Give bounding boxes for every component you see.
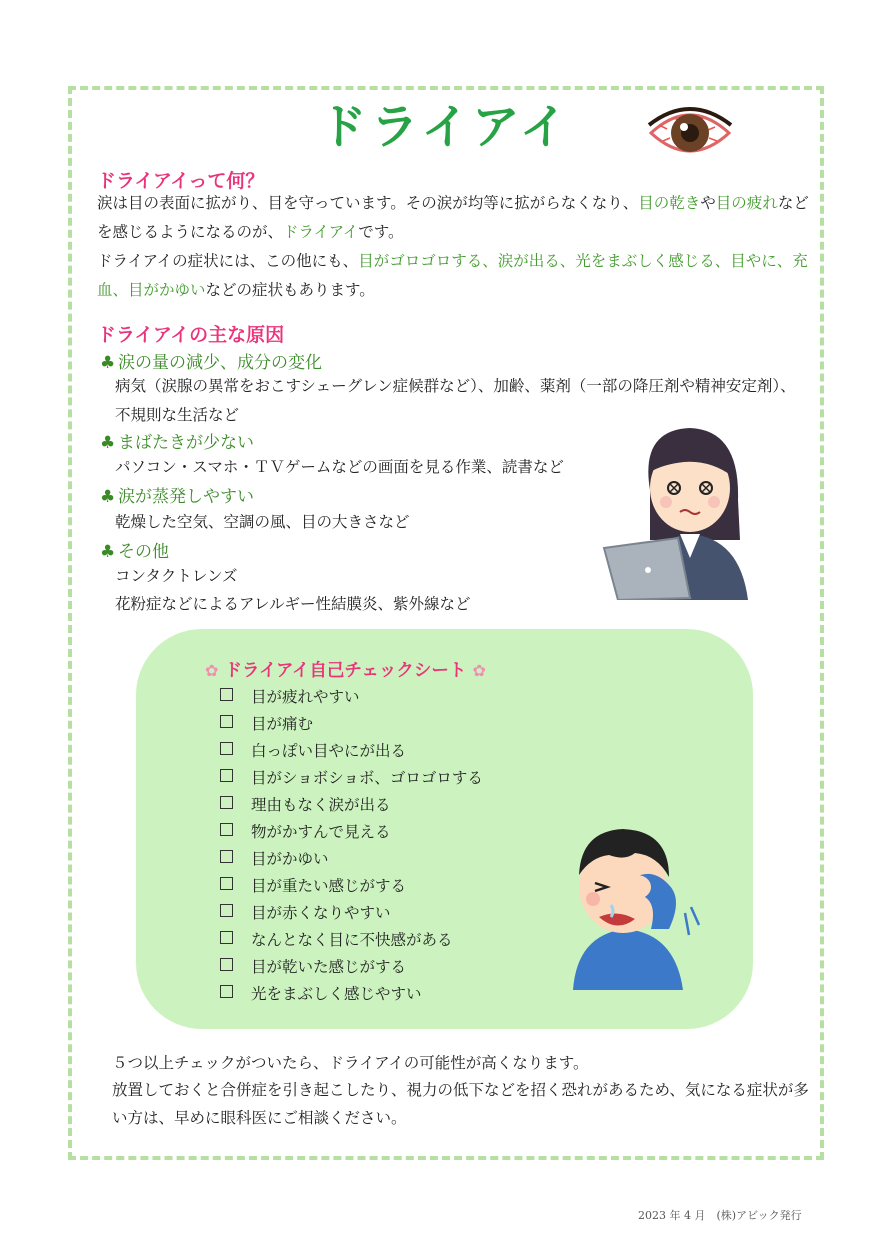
check-item[interactable]: [220, 766, 483, 788]
footer-line-2: 放置しておくと合併症を引き起こしたり、視力の低下などを招く恐れがあるため、気になる症状が多い方は、早めに眼科医にご相談ください。: [112, 1081, 809, 1127]
checkbox[interactable]: [220, 769, 233, 782]
cause-detail: コンタクトレンズ: [115, 567, 238, 585]
intro-paragraph: [97, 189, 812, 305]
cause-title: [100, 537, 169, 562]
check-label: 光をまぶしく感じやすい: [251, 985, 422, 1003]
page-title: ドライアイ: [318, 99, 572, 155]
check-item[interactable]: [220, 793, 391, 815]
cause-title-text: その他: [118, 542, 169, 562]
clover-icon: ♣: [100, 353, 116, 373]
cause-detail: 花粉症などによるアレルギー性結膜炎、紫外線など: [115, 595, 471, 613]
red-eye-icon: [645, 103, 735, 163]
check-item[interactable]: [220, 712, 313, 734]
text-span: や: [700, 194, 716, 212]
check-label: 目が乾いた感じがする: [251, 958, 407, 976]
checkbox[interactable]: [220, 823, 233, 836]
cause-title-text: まばたきが少ない: [118, 433, 254, 453]
check-label: 目がショボショボ、ゴロゴロする: [251, 769, 483, 787]
cause-title-text: 涙の量の減少、成分の変化: [118, 353, 322, 373]
check-item[interactable]: [220, 955, 406, 977]
checkbox[interactable]: [220, 688, 233, 701]
boy-rubbing-eye-illustration: [565, 825, 705, 990]
check-label: 白っぽい目やにが出る: [251, 742, 407, 760]
checkbox[interactable]: [220, 985, 233, 998]
cause-title: [100, 482, 254, 507]
check-item[interactable]: [220, 820, 391, 842]
clover-icon: ♣: [100, 542, 116, 562]
highlight-text: 目の疲: [715, 194, 763, 212]
checkbox[interactable]: [220, 958, 233, 971]
clover-icon: ♣: [100, 487, 116, 507]
check-label: 目が重たい感じがする: [251, 877, 407, 895]
check-label: 理由もなく涙が出る: [251, 796, 391, 814]
check-label: 目が疲れやすい: [251, 688, 360, 706]
highlight-text: 目がゴロゴロする、涙が出る、光をまぶしく感じる、目やに、充血、目がかゆい: [97, 252, 808, 299]
checkbox[interactable]: [220, 796, 233, 809]
flower-icon: ✿: [205, 661, 219, 680]
checkbox[interactable]: [220, 904, 233, 917]
cause-title: [100, 428, 254, 453]
checkbox[interactable]: [220, 850, 233, 863]
highlight-text: ドライアイ: [283, 223, 359, 241]
checksheet-title-text: ドライアイ自己チェックシート: [224, 661, 467, 681]
woman-computer-illustration: [600, 420, 760, 600]
section-heading-what: ドライアイって何？: [97, 170, 265, 192]
check-item[interactable]: [220, 685, 360, 707]
footer-line-1: ５つ以上チェックがついたら、ドライアイの可能性が高くなります。: [112, 1054, 589, 1072]
cause-title: [100, 348, 322, 373]
checkbox[interactable]: [220, 931, 233, 944]
check-label: なんとなく目に不快感がある: [251, 931, 453, 949]
check-label: 目がかゆい: [251, 850, 329, 868]
highlight-text: れ: [762, 194, 778, 212]
text-span: です。: [358, 223, 404, 241]
check-label: 目が痛む: [251, 715, 314, 733]
cause-detail: 病気（涙腺の異常をおこすシェーグレン症候群など）、加齢、薬剤（一部の降圧剤や精神安定剤）、不規則な生活など: [115, 377, 796, 424]
check-item[interactable]: [220, 739, 406, 761]
text-span: ドライアイの症状には、この他にも、: [97, 252, 359, 270]
text-span: などの症状もあります。: [205, 281, 375, 299]
check-label: 目が赤くなりやすい: [251, 904, 391, 922]
publisher-info: 2023 年 4 月 (株)アビック発行: [638, 1209, 802, 1222]
highlight-text: 目の乾き: [638, 194, 701, 212]
checkbox[interactable]: [220, 715, 233, 728]
check-item[interactable]: [220, 928, 453, 950]
check-label: 物がかすんで見える: [251, 823, 391, 841]
cause-title-text: 涙が蒸発しやすい: [118, 487, 254, 507]
section-heading-causes: ドライアイの主な原因: [97, 324, 285, 346]
checkbox[interactable]: [220, 742, 233, 755]
clover-icon: ♣: [100, 433, 116, 453]
check-item[interactable]: [220, 901, 391, 923]
text-span: 涙は目の表面に拡がり、目を守っています。その涙が均等に拡がらなくなり、: [97, 194, 639, 212]
check-item[interactable]: [220, 874, 406, 896]
checksheet-title: [205, 657, 486, 682]
check-item[interactable]: [220, 847, 329, 869]
check-item[interactable]: [220, 982, 422, 1004]
cause-detail: 乾燥した空気、空調の風、目の大きさなど: [115, 513, 410, 531]
flower-icon: ✿: [472, 661, 486, 680]
cause-detail: パソコン・スマホ・ＴＶゲームなどの画面を見る作業、読書など: [115, 458, 564, 476]
checkbox[interactable]: [220, 877, 233, 890]
text-span: などを感じるようになるのが、: [97, 194, 809, 241]
